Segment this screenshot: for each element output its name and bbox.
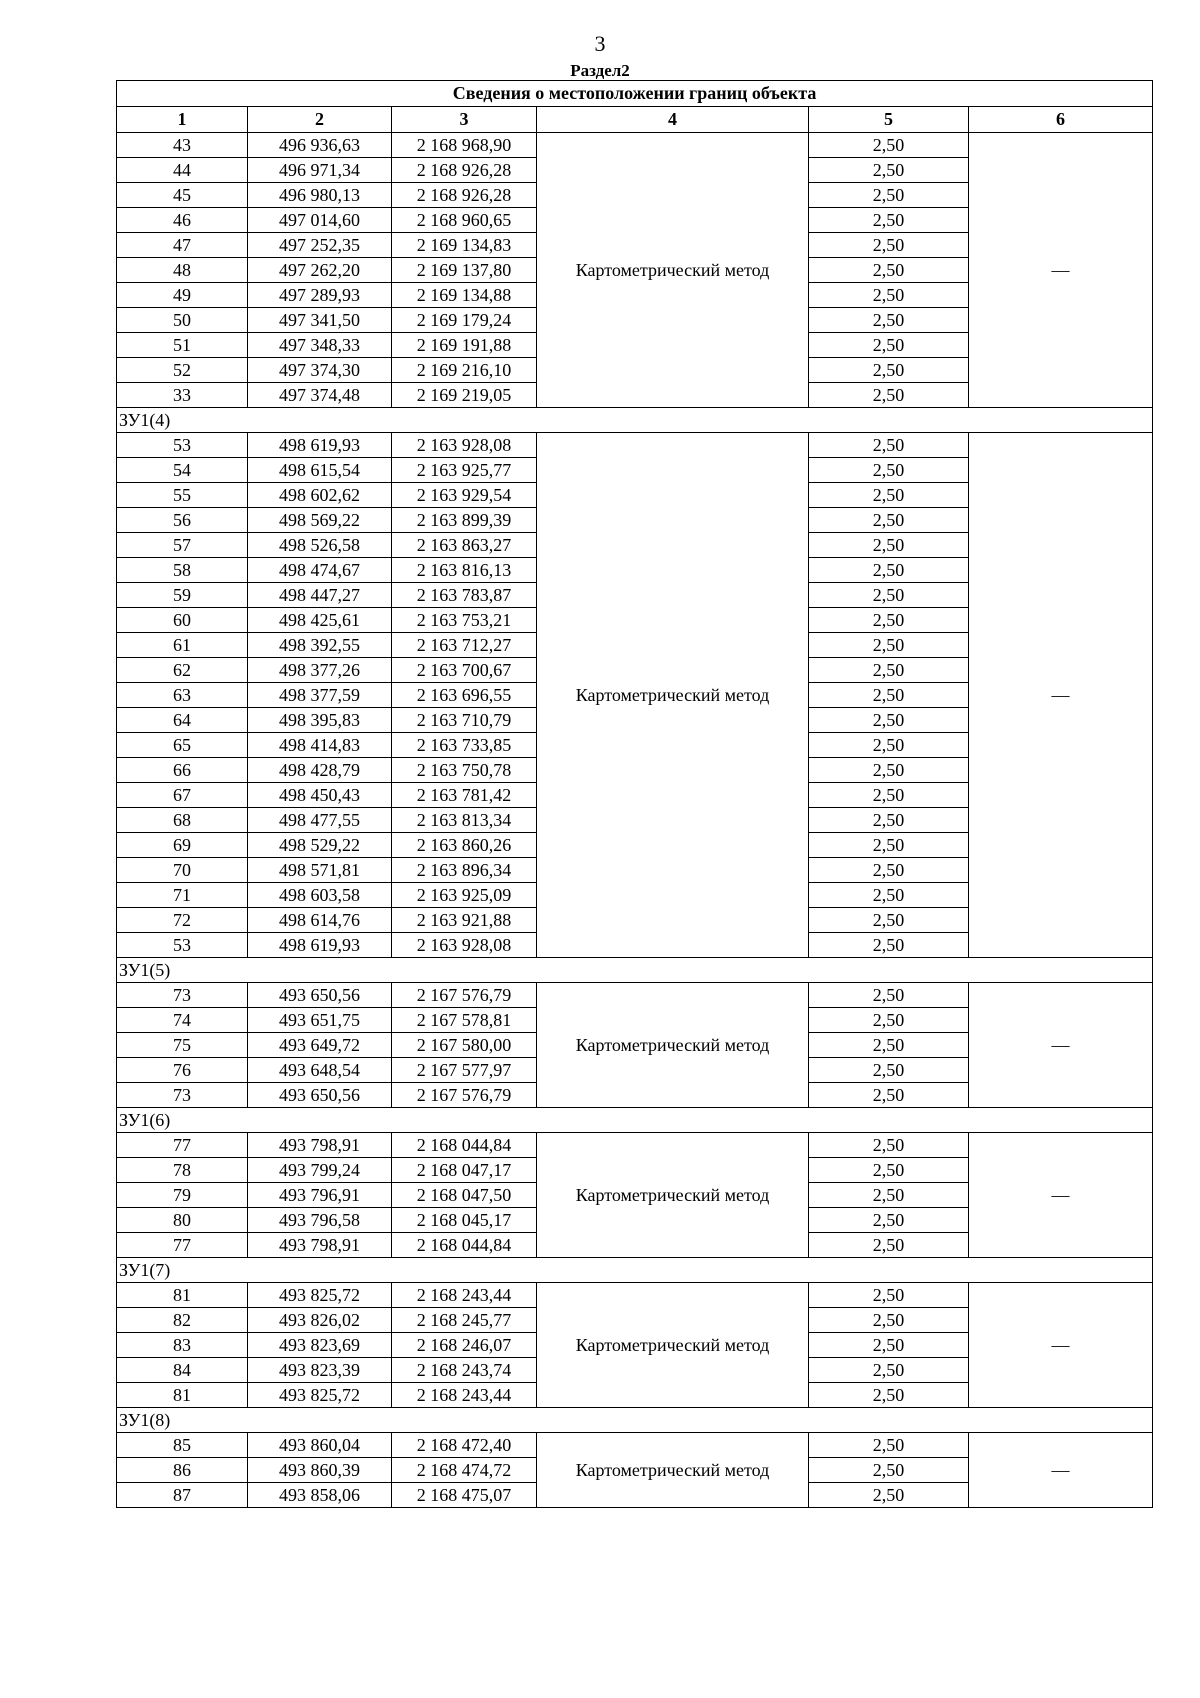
page-number: 3 [594,31,606,56]
table-row [117,133,1153,158]
accuracy-cell: 2,50 [809,1183,969,1208]
accuracy-cell: 2,50 [809,658,969,683]
x-coordinate-cell: 498 615,54 [248,458,392,483]
y-coordinate-cell: 2 163 863,27 [392,533,537,558]
accuracy-cell: 2,50 [809,1283,969,1308]
point-number-cell: 83 [117,1333,248,1358]
x-coordinate-cell: 493 649,72 [248,1033,392,1058]
column-6-cell: — [969,133,1153,408]
point-number-cell: 59 [117,583,248,608]
point-number-cell: 61 [117,633,248,658]
x-coordinate-cell: 496 936,63 [248,133,392,158]
column-header: 3 [392,107,537,133]
table-header-row [117,107,1153,133]
y-coordinate-cell: 2 168 044,84 [392,1233,537,1258]
accuracy-cell: 2,50 [809,583,969,608]
column-header: 2 [248,107,392,133]
y-coordinate-cell: 2 168 246,07 [392,1333,537,1358]
y-coordinate-cell: 2 167 578,81 [392,1008,537,1033]
point-number-cell: 73 [117,1083,248,1108]
y-coordinate-cell: 2 168 047,17 [392,1158,537,1183]
group-label-row [117,408,1153,433]
y-coordinate-cell: 2 163 783,87 [392,583,537,608]
group-label: ЗУ1(4) [117,408,1153,433]
group-label: ЗУ1(5) [117,958,1153,983]
x-coordinate-cell: 497 014,60 [248,208,392,233]
x-coordinate-cell: 498 474,67 [248,558,392,583]
y-coordinate-cell: 2 169 219,05 [392,383,537,408]
x-coordinate-cell: 493 860,39 [248,1458,392,1483]
y-coordinate-cell: 2 167 576,79 [392,983,537,1008]
point-number-cell: 74 [117,1008,248,1033]
y-coordinate-cell: 2 163 712,27 [392,633,537,658]
point-number-cell: 50 [117,308,248,333]
x-coordinate-cell: 493 798,91 [248,1133,392,1158]
x-coordinate-cell: 493 796,58 [248,1208,392,1233]
y-coordinate-cell: 2 167 576,79 [392,1083,537,1108]
accuracy-cell: 2,50 [809,133,969,158]
accuracy-cell: 2,50 [809,533,969,558]
point-number-cell: 64 [117,708,248,733]
accuracy-cell: 2,50 [809,208,969,233]
point-number-cell: 63 [117,683,248,708]
group-label: ЗУ1(6) [117,1108,1153,1133]
x-coordinate-cell: 498 425,61 [248,608,392,633]
x-coordinate-cell: 498 428,79 [248,758,392,783]
y-coordinate-cell: 2 168 243,44 [392,1283,537,1308]
x-coordinate-cell: 498 619,93 [248,933,392,958]
table-caption: Сведения о местоположении границ объекта [117,81,1153,107]
x-coordinate-cell: 493 798,91 [248,1233,392,1258]
column-6-cell: — [969,1133,1153,1258]
boundary-coordinates-table [116,80,1153,1508]
point-number-cell: 87 [117,1483,248,1508]
method-cell: Картометрический метод [537,1133,809,1258]
accuracy-cell: 2,50 [809,758,969,783]
accuracy-cell: 2,50 [809,883,969,908]
point-number-cell: 55 [117,483,248,508]
x-coordinate-cell: 498 450,43 [248,783,392,808]
x-coordinate-cell: 493 825,72 [248,1383,392,1408]
y-coordinate-cell: 2 169 191,88 [392,333,537,358]
accuracy-cell: 2,50 [809,933,969,958]
point-number-cell: 54 [117,458,248,483]
y-coordinate-cell: 2 163 928,08 [392,433,537,458]
method-cell: Картометрический метод [537,1433,809,1508]
group-label-row [117,1108,1153,1133]
point-number-cell: 75 [117,1033,248,1058]
y-coordinate-cell: 2 169 179,24 [392,308,537,333]
point-number-cell: 70 [117,858,248,883]
column-6-cell: — [969,983,1153,1108]
y-coordinate-cell: 2 163 750,78 [392,758,537,783]
x-coordinate-cell: 498 602,62 [248,483,392,508]
x-coordinate-cell: 497 348,33 [248,333,392,358]
point-number-cell: 85 [117,1433,248,1458]
point-number-cell: 65 [117,733,248,758]
point-number-cell: 69 [117,833,248,858]
point-number-cell: 68 [117,808,248,833]
x-coordinate-cell: 498 571,81 [248,858,392,883]
point-number-cell: 43 [117,133,248,158]
x-coordinate-cell: 498 569,22 [248,508,392,533]
point-number-cell: 44 [117,158,248,183]
table-row [117,1433,1153,1458]
point-number-cell: 84 [117,1358,248,1383]
point-number-cell: 86 [117,1458,248,1483]
x-coordinate-cell: 493 860,04 [248,1433,392,1458]
x-coordinate-cell: 493 796,91 [248,1183,392,1208]
table-row [117,1283,1153,1308]
method-cell: Картометрический метод [537,433,809,958]
x-coordinate-cell: 498 603,58 [248,883,392,908]
point-number-cell: 76 [117,1058,248,1083]
point-number-cell: 73 [117,983,248,1008]
x-coordinate-cell: 498 395,83 [248,708,392,733]
point-number-cell: 33 [117,383,248,408]
point-number-cell: 81 [117,1283,248,1308]
point-number-cell: 71 [117,883,248,908]
table-row [117,1133,1153,1158]
accuracy-cell: 2,50 [809,183,969,208]
accuracy-cell: 2,50 [809,1483,969,1508]
x-coordinate-cell: 498 377,26 [248,658,392,683]
point-number-cell: 60 [117,608,248,633]
accuracy-cell: 2,50 [809,1233,969,1258]
column-header: 1 [117,107,248,133]
accuracy-cell: 2,50 [809,458,969,483]
point-number-cell: 53 [117,433,248,458]
x-coordinate-cell: 498 614,76 [248,908,392,933]
point-number-cell: 78 [117,1158,248,1183]
group-label: ЗУ1(7) [117,1258,1153,1283]
point-number-cell: 47 [117,233,248,258]
accuracy-cell: 2,50 [809,683,969,708]
point-number-cell: 56 [117,508,248,533]
accuracy-cell: 2,50 [809,1083,969,1108]
group-label-row [117,958,1153,983]
accuracy-cell: 2,50 [809,508,969,533]
group-label-row [117,1258,1153,1283]
point-number-cell: 57 [117,533,248,558]
accuracy-cell: 2,50 [809,633,969,658]
y-coordinate-cell: 2 163 813,34 [392,808,537,833]
x-coordinate-cell: 493 799,24 [248,1158,392,1183]
x-coordinate-cell: 493 648,54 [248,1058,392,1083]
y-coordinate-cell: 2 169 134,83 [392,233,537,258]
accuracy-cell: 2,50 [809,158,969,183]
x-coordinate-cell: 498 529,22 [248,833,392,858]
x-coordinate-cell: 493 823,69 [248,1333,392,1358]
accuracy-cell: 2,50 [809,558,969,583]
x-coordinate-cell: 498 619,93 [248,433,392,458]
y-coordinate-cell: 2 168 472,40 [392,1433,537,1458]
x-coordinate-cell: 498 392,55 [248,633,392,658]
x-coordinate-cell: 498 447,27 [248,583,392,608]
accuracy-cell: 2,50 [809,1358,969,1383]
y-coordinate-cell: 2 168 243,74 [392,1358,537,1383]
y-coordinate-cell: 2 168 045,17 [392,1208,537,1233]
x-coordinate-cell: 493 823,39 [248,1358,392,1383]
y-coordinate-cell: 2 168 474,72 [392,1458,537,1483]
y-coordinate-cell: 2 168 926,28 [392,183,537,208]
x-coordinate-cell: 497 262,20 [248,258,392,283]
accuracy-cell: 2,50 [809,358,969,383]
point-number-cell: 62 [117,658,248,683]
table-caption-row [117,81,1153,107]
x-coordinate-cell: 493 650,56 [248,983,392,1008]
x-coordinate-cell: 493 858,06 [248,1483,392,1508]
point-number-cell: 52 [117,358,248,383]
point-number-cell: 46 [117,208,248,233]
accuracy-cell: 2,50 [809,733,969,758]
y-coordinate-cell: 2 163 733,85 [392,733,537,758]
y-coordinate-cell: 2 168 926,28 [392,158,537,183]
point-number-cell: 77 [117,1133,248,1158]
point-number-cell: 48 [117,258,248,283]
y-coordinate-cell: 2 168 475,07 [392,1483,537,1508]
accuracy-cell: 2,50 [809,308,969,333]
point-number-cell: 67 [117,783,248,808]
y-coordinate-cell: 2 163 925,09 [392,883,537,908]
column-6-cell: — [969,433,1153,958]
accuracy-cell: 2,50 [809,1383,969,1408]
x-coordinate-cell: 497 374,30 [248,358,392,383]
y-coordinate-cell: 2 163 921,88 [392,908,537,933]
column-header: 4 [537,107,809,133]
group-label: ЗУ1(8) [117,1408,1153,1433]
point-number-cell: 79 [117,1183,248,1208]
x-coordinate-cell: 493 825,72 [248,1283,392,1308]
point-number-cell: 72 [117,908,248,933]
accuracy-cell: 2,50 [809,908,969,933]
accuracy-cell: 2,50 [809,1208,969,1233]
y-coordinate-cell: 2 163 928,08 [392,933,537,958]
group-label-row [117,1408,1153,1433]
y-coordinate-cell: 2 163 899,39 [392,508,537,533]
point-number-cell: 81 [117,1383,248,1408]
accuracy-cell: 2,50 [809,1033,969,1058]
accuracy-cell: 2,50 [809,833,969,858]
y-coordinate-cell: 2 163 781,42 [392,783,537,808]
y-coordinate-cell: 2 168 243,44 [392,1383,537,1408]
column-header: 6 [969,107,1153,133]
accuracy-cell: 2,50 [809,258,969,283]
accuracy-cell: 2,50 [809,1058,969,1083]
x-coordinate-cell: 497 374,48 [248,383,392,408]
point-number-cell: 58 [117,558,248,583]
method-cell: Картометрический метод [537,1283,809,1408]
y-coordinate-cell: 2 168 044,84 [392,1133,537,1158]
x-coordinate-cell: 496 980,13 [248,183,392,208]
y-coordinate-cell: 2 167 580,00 [392,1033,537,1058]
y-coordinate-cell: 2 163 816,13 [392,558,537,583]
y-coordinate-cell: 2 167 577,97 [392,1058,537,1083]
accuracy-cell: 2,50 [809,483,969,508]
column-6-cell: — [969,1283,1153,1408]
point-number-cell: 80 [117,1208,248,1233]
accuracy-cell: 2,50 [809,433,969,458]
accuracy-cell: 2,50 [809,1158,969,1183]
point-number-cell: 82 [117,1308,248,1333]
x-coordinate-cell: 493 651,75 [248,1008,392,1033]
point-number-cell: 45 [117,183,248,208]
point-number-cell: 53 [117,933,248,958]
accuracy-cell: 2,50 [809,1008,969,1033]
y-coordinate-cell: 2 168 968,90 [392,133,537,158]
accuracy-cell: 2,50 [809,283,969,308]
x-coordinate-cell: 497 289,93 [248,283,392,308]
section-title: Раздел2 [570,61,630,80]
y-coordinate-cell: 2 169 137,80 [392,258,537,283]
accuracy-cell: 2,50 [809,1308,969,1333]
x-coordinate-cell: 496 971,34 [248,158,392,183]
y-coordinate-cell: 2 168 245,77 [392,1308,537,1333]
accuracy-cell: 2,50 [809,708,969,733]
y-coordinate-cell: 2 163 860,26 [392,833,537,858]
y-coordinate-cell: 2 169 134,88 [392,283,537,308]
point-number-cell: 66 [117,758,248,783]
accuracy-cell: 2,50 [809,1133,969,1158]
y-coordinate-cell: 2 163 710,79 [392,708,537,733]
point-number-cell: 77 [117,1233,248,1258]
accuracy-cell: 2,50 [809,233,969,258]
accuracy-cell: 2,50 [809,783,969,808]
y-coordinate-cell: 2 163 700,67 [392,658,537,683]
accuracy-cell: 2,50 [809,333,969,358]
y-coordinate-cell: 2 163 929,54 [392,483,537,508]
y-coordinate-cell: 2 163 696,55 [392,683,537,708]
accuracy-cell: 2,50 [809,1458,969,1483]
accuracy-cell: 2,50 [809,983,969,1008]
y-coordinate-cell: 2 168 047,50 [392,1183,537,1208]
accuracy-cell: 2,50 [809,1333,969,1358]
y-coordinate-cell: 2 168 960,65 [392,208,537,233]
x-coordinate-cell: 493 650,56 [248,1083,392,1108]
x-coordinate-cell: 493 826,02 [248,1308,392,1333]
x-coordinate-cell: 498 477,55 [248,808,392,833]
table-row [117,433,1153,458]
accuracy-cell: 2,50 [809,808,969,833]
accuracy-cell: 2,50 [809,1433,969,1458]
x-coordinate-cell: 498 414,83 [248,733,392,758]
accuracy-cell: 2,50 [809,383,969,408]
table-row [117,983,1153,1008]
y-coordinate-cell: 2 169 216,10 [392,358,537,383]
accuracy-cell: 2,50 [809,608,969,633]
accuracy-cell: 2,50 [809,858,969,883]
x-coordinate-cell: 497 341,50 [248,308,392,333]
y-coordinate-cell: 2 163 896,34 [392,858,537,883]
x-coordinate-cell: 498 526,58 [248,533,392,558]
x-coordinate-cell: 498 377,59 [248,683,392,708]
column-6-cell: — [969,1433,1153,1508]
y-coordinate-cell: 2 163 925,77 [392,458,537,483]
method-cell: Картометрический метод [537,983,809,1108]
point-number-cell: 49 [117,283,248,308]
x-coordinate-cell: 497 252,35 [248,233,392,258]
method-cell: Картометрический метод [537,133,809,408]
y-coordinate-cell: 2 163 753,21 [392,608,537,633]
point-number-cell: 51 [117,333,248,358]
column-header: 5 [809,107,969,133]
